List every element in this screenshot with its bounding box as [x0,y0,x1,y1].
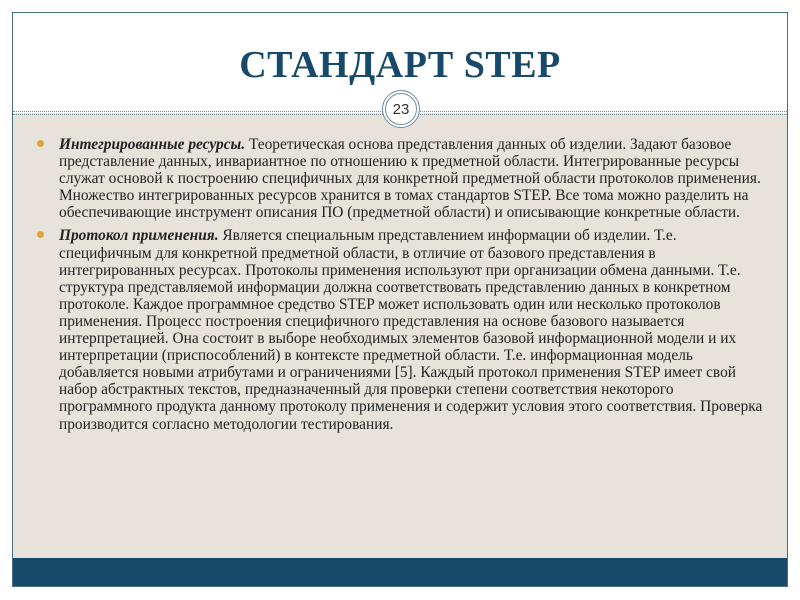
bullet-text: Теоретическая основа представления данных об изделии. Задают базовое представление данных, инвариантное по отношению к предметной области. Интегрированные ресурсы служат основой к построению специфичных для конкретной предметной области протоколов применения. Множество интегрированных ресурсов хранится в томах стандартов STEP. Все тома можно разделить на обеспечивающие инструмент описания ПО (предметной области) и описывающие конкретные области. [59,136,761,222]
page-number: 23 [385,93,417,125]
bullet-item [35,227,765,432]
bullet-icon [37,231,44,238]
bullet-text: Является специальным представлением информации об изделии. Т.е. специфичным для конкретной предметной области, в отличие от базового представления в интегрированных ресурсах. Протоколы применения используют при организации обмена данными. Т.е. структура представляемой информации должна соответствовать представлению данных в конкретном протоколе. Каждое программное средство STEP может использовать один или несколько протоколов применения. Процесс построения специфичного представления на основе базового называется интерпретацией. Она состоит в выборе необходимых элементов базовой информационной модели и их интерпретации (приспособлений) в контексте предметной области. Т.е. информационная модель добавляется новыми атрибутами и ограничениями [5]. Каждый протокол применения STEP имеет свой набор абстрактных текстов, предназначенный для проверки степени соответствия некоторого программного продукта данному протоколу применения и содержит условия этого соответствия. Проверка производится согласно методологии тестирования. [59,227,763,433]
slide-title: СТАНДАРТ STEP [239,44,561,86]
bullet-icon [37,140,44,147]
bullet-term: Интегрированные ресурсы. [59,136,246,153]
slide [12,12,788,587]
page-number-badge [382,90,420,128]
bullet-term: Протокол применения. [59,227,219,245]
slide-content [35,136,765,439]
bullet-item [35,136,765,221]
footer-bar [13,558,787,586]
